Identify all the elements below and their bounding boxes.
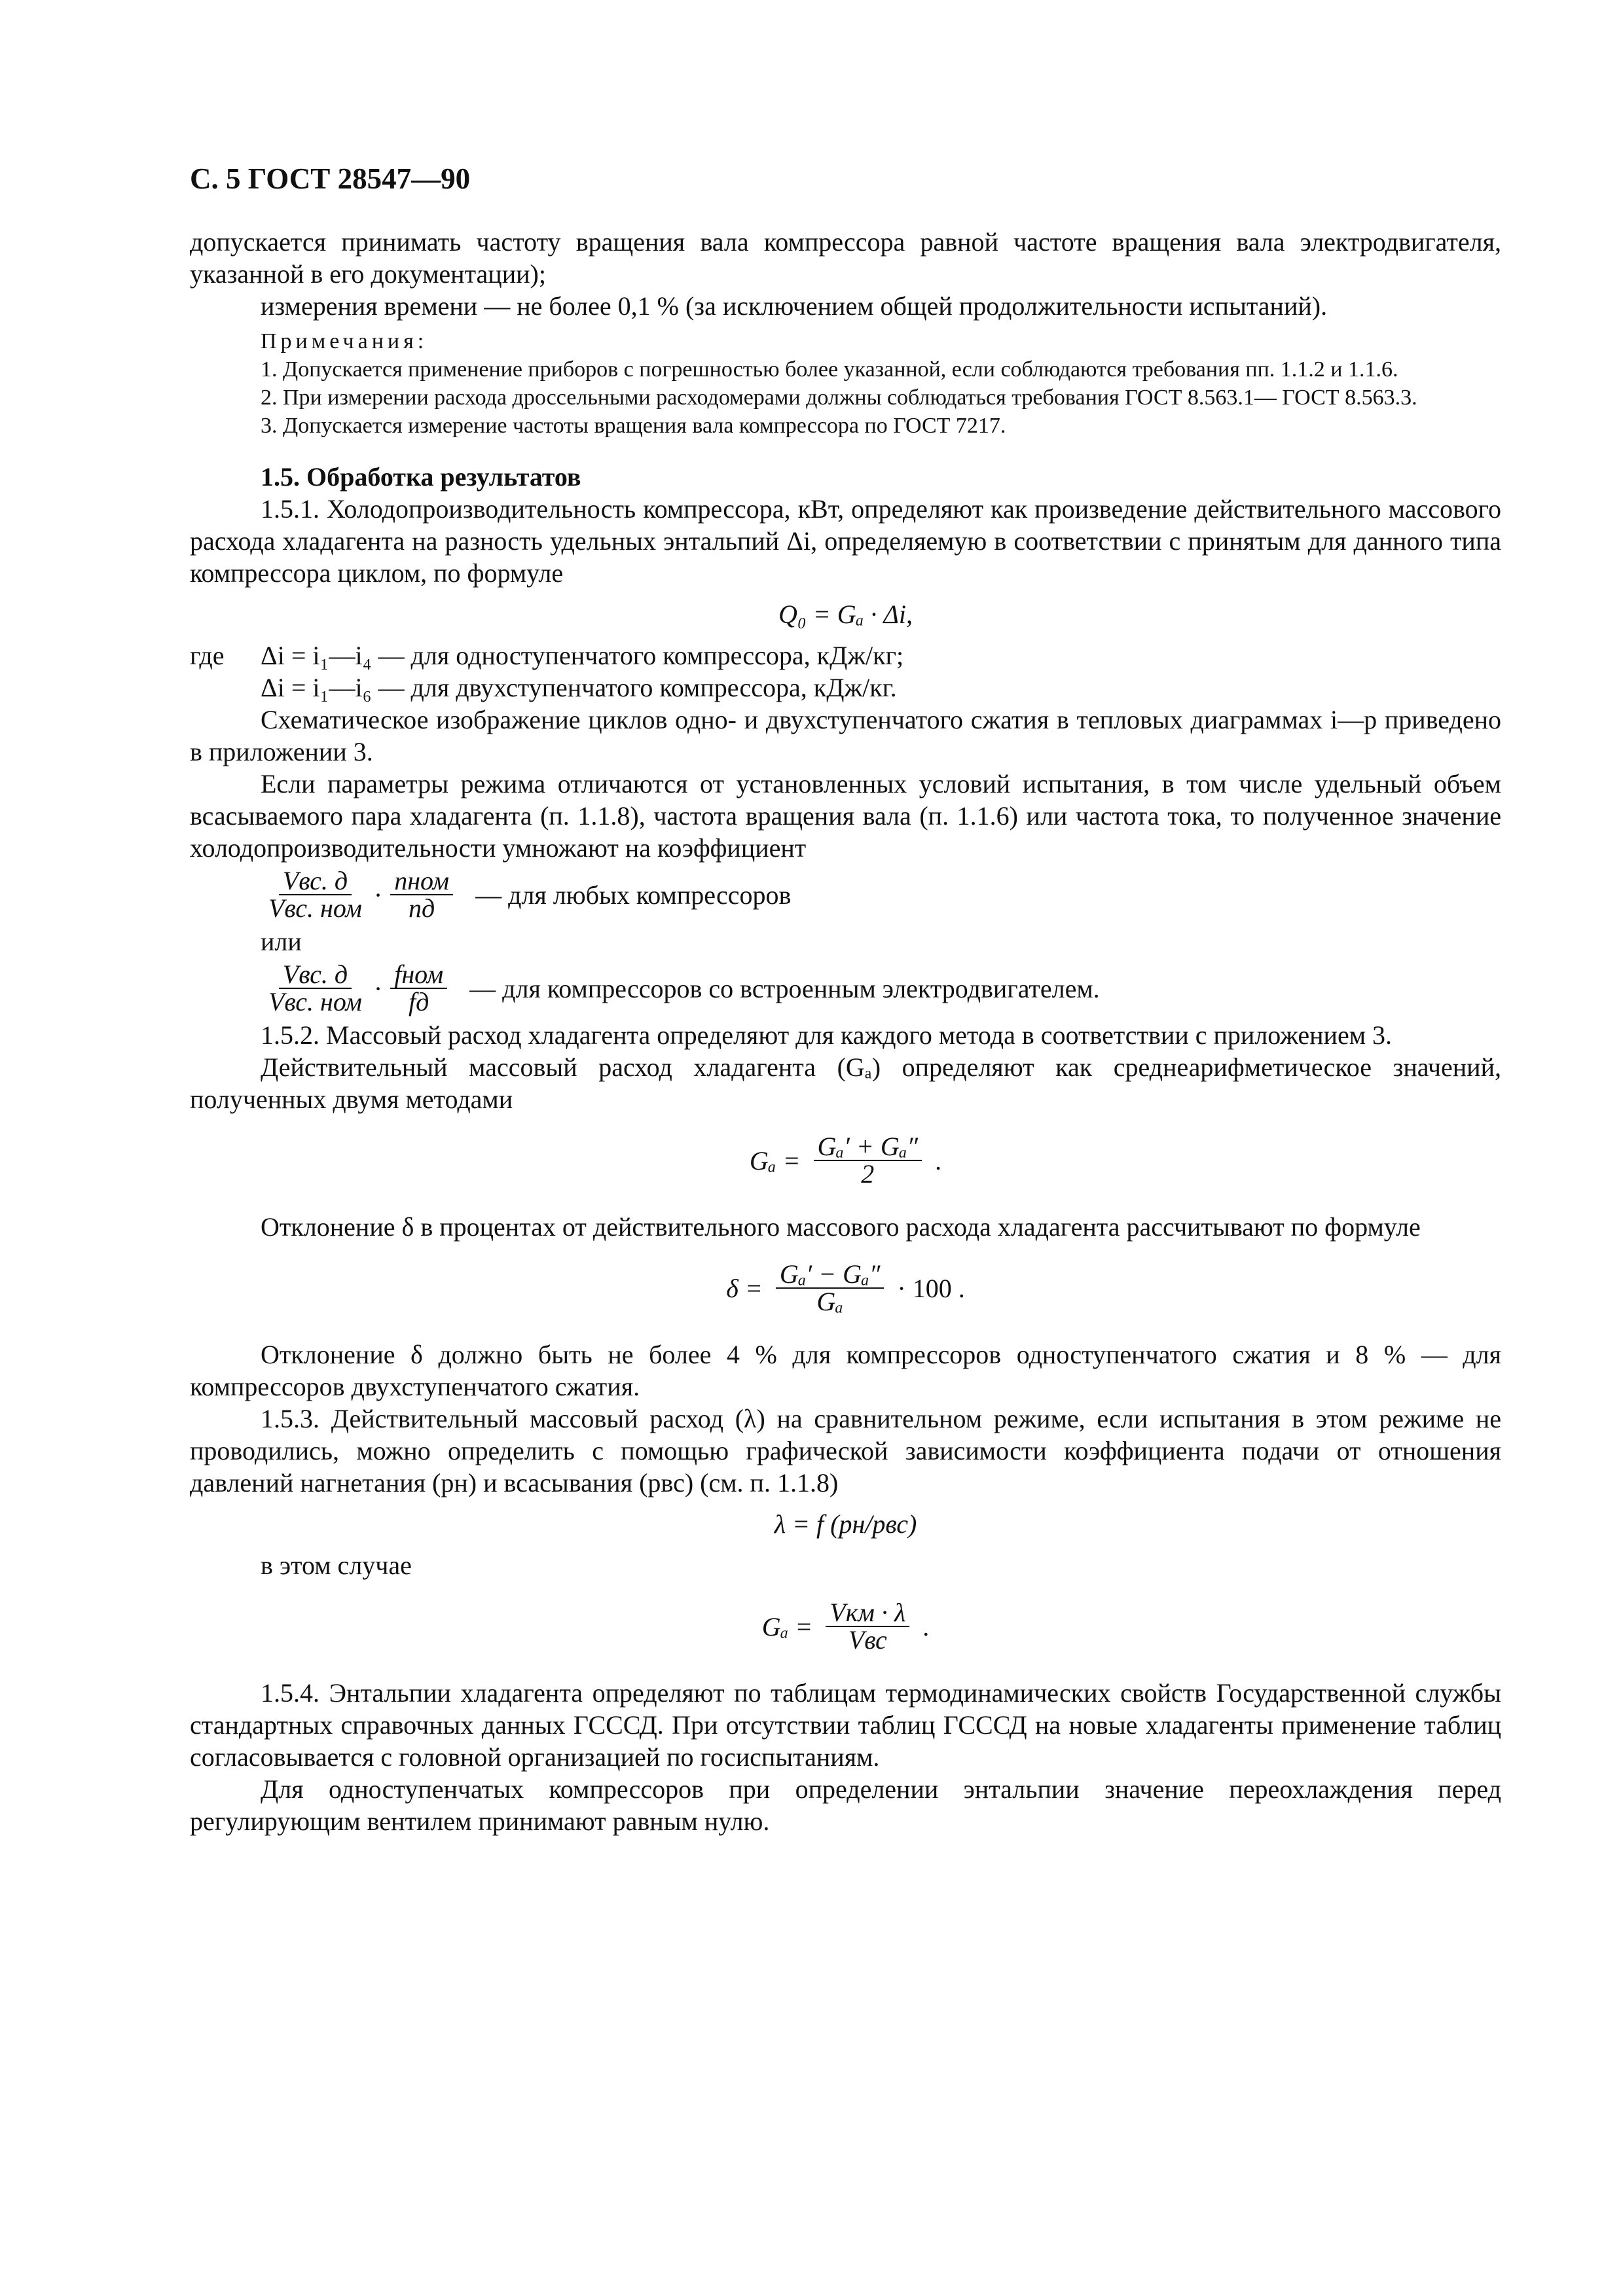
- fraction-v-ratio-2: [264, 961, 366, 1015]
- note-3: 3. Допускается измерение частоты вращения вала компрессора по ГОСТ 7217.: [261, 414, 1006, 438]
- paragraph-intro-a: допускается принимать частоту вращения вала компрессора равной частоте вращения вала электродвигателя, указанной в его документации);: [190, 227, 1501, 289]
- notes-title: Примечания:: [261, 329, 428, 353]
- formula-tail: · 100 .: [897, 1273, 965, 1303]
- note-1: 1. Допускается применение приборов с погрешностью более указанной, если соблюдаются требования пп. 1.1.2 и 1.1.6.: [261, 357, 1398, 382]
- paragraph-intro-b: измерения времени — не более 0,1 % (за исключением общей продолжительности испытаний).: [261, 291, 1328, 321]
- coefficient-2: $\frac{\text{Vвс. д}}{\text{Vвс. ном}}$ · $\frac{\text{fном}}{fд}$ — для компрессоров со встроенным электродвигателем.: [190, 961, 1501, 1015]
- formula-q0: Q₀ = Gₐ · Δi,: [778, 600, 913, 629]
- fraction-den: nд: [409, 893, 435, 923]
- or-text: или: [261, 927, 302, 956]
- formula-tail: .: [935, 1145, 942, 1175]
- fraction-num: Gₐ′ + Gₐ″: [814, 1134, 922, 1161]
- formula-fraction: [814, 1134, 922, 1187]
- document-page: [190, 160, 1501, 1837]
- fraction-num: Vвс. д: [279, 868, 352, 895]
- fraction-f-ratio: [390, 961, 447, 1015]
- formula-delta: [190, 1261, 1501, 1315]
- section-title: 1.5. Обработка результатов: [261, 462, 581, 492]
- page-header: С. 5 ГОСТ 28547—90: [190, 162, 471, 195]
- where-line-2: Δi = i₁—i₆ — для двухступенчатого компрессора, кДж/кг.: [261, 673, 897, 702]
- formula-fraction: [826, 1600, 909, 1653]
- fraction-num: Vкм · λ: [826, 1600, 909, 1627]
- paragraph-in-this-case: в этом случае: [261, 1551, 412, 1580]
- paragraph-actual-flow: Действительный массовый расход хладагента (Gₐ) определяют как среднеарифметическое значений, полученных двумя методами: [190, 1052, 1501, 1114]
- fraction-den: 2: [861, 1159, 875, 1189]
- formula-tail: .: [922, 1611, 930, 1641]
- fraction-v-ratio-1: [264, 868, 366, 922]
- paragraph-1-5-3: 1.5.3. Действительный массовый расход (λ) на сравнительном режиме, если испытания в этом режиме не проводились, можно определить с помощью графической зависимости коэффициента подачи от отношения давлений нагнетания (pн) и всасывания (pвс) (см. п. 1.1.8): [190, 1404, 1501, 1498]
- fraction-den: fд: [409, 987, 429, 1016]
- paragraph-deviation: Отклонение δ в процентах от действительного массового расхода хладагента рассчитывают по формуле: [261, 1212, 1421, 1242]
- formula-ga-average: [190, 1134, 1501, 1187]
- paragraph-deviation-limit: Отклонение δ должно быть не более 4 % для компрессоров одноступенчатого сжатия и 8 % — для компрессоров двухступенчатого сжатия.: [190, 1340, 1501, 1401]
- formula-lhs: Gₐ =: [761, 1611, 813, 1641]
- paragraph-1-5-1: 1.5.1. Холодопроизводительность компрессора, кВт, определяют как произведение действительного массового расхода хладагента на разность удельных энтальпий Δi, определяемую в соответствии с принятым для данного типа компрессора циклом, по формуле: [190, 494, 1501, 588]
- formula-ga-lambda: [190, 1600, 1501, 1653]
- fraction-den: Vвс. ном: [268, 987, 362, 1016]
- fraction-num: nном: [390, 868, 453, 895]
- fraction-den: Vвс. ном: [268, 893, 362, 923]
- paragraph-scheme: Схематическое изображение циклов одно- и двухступенчатого сжатия в тепловых диаграммах i—p приведено в приложении 3.: [190, 705, 1501, 766]
- note-2: 2. При измерении расхода дроссельными расходомерами должны соблюдаться требования ГОСТ 8.563.1— ГОСТ 8.563.3.: [261, 386, 1417, 410]
- fraction-den: Gₐ: [816, 1287, 843, 1316]
- paragraph-params: Если параметры режима отличаются от установленных условий испытания, в том числе удельный объем всасываемого пара хладагента (п. 1.1.8), частота вращения вала (п. 1.1.6) или частота тока, то полученное значение холодопроизводительности умножают на коэффициент: [190, 769, 1501, 863]
- fraction-n-ratio: [390, 868, 453, 922]
- fraction-num: Gₐ′ − Gₐ″: [776, 1261, 884, 1289]
- fraction-den: Vвс: [848, 1625, 887, 1655]
- fraction-num: Vвс. д: [279, 961, 352, 989]
- where-label: где: [190, 641, 225, 670]
- paragraph-last: Для одноступенчатых компрессоров при определении энтальпии значение переохлаждения перед регулирующим вентилем принимают равным нулю.: [190, 1774, 1501, 1836]
- where-block: [190, 639, 1501, 704]
- formula-lhs: Gₐ =: [749, 1145, 801, 1175]
- paragraph-1-5-2: 1.5.2. Массовый расход хладагента определяют для каждого метода в соответствии с приложением 3.: [261, 1020, 1393, 1050]
- coefficient-1-text: — для любых компрессоров: [475, 880, 792, 910]
- notes-block: [190, 327, 1501, 440]
- fraction-num: fном: [390, 961, 447, 989]
- formula-lhs: δ =: [726, 1273, 763, 1303]
- formula-lambda: λ = f (pн/pвс): [774, 1509, 917, 1539]
- coefficient-1: $\frac{\text{Vвс. д}}{\text{Vвс. ном}}$ · $\frac{\text{nном}}{nд}$ — для любых компрессоров: [190, 868, 1501, 922]
- where-line-1: Δi = i₁—i₄ — для одноступенчатого компрессора, кДж/кг;: [261, 641, 904, 670]
- coefficient-2-text: — для компрессоров со встроенным электродвигателем.: [469, 973, 1100, 1003]
- paragraph-1-5-4: 1.5.4. Энтальпии хладагента определяют по таблицам термодинамических свойств Государственной службы стандартных справочных данных ГСССД. При отсутствии таблиц ГСССД на новые хладагенты применение таблиц согласовывается с головной организацией по госиспытаниям.: [190, 1678, 1501, 1772]
- formula-fraction: [776, 1261, 884, 1315]
